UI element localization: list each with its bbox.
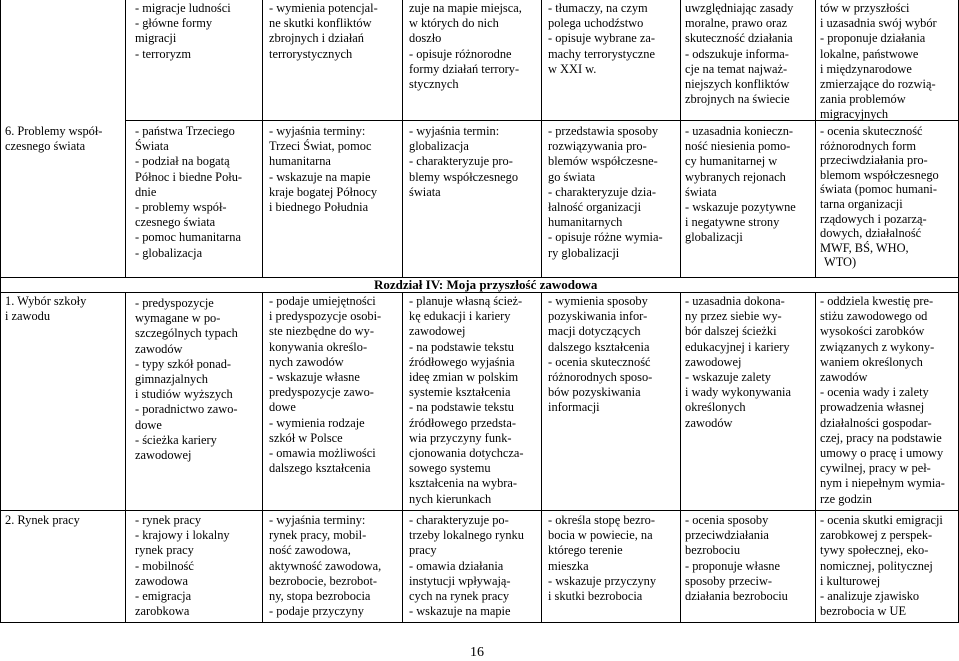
text-line: bezrobocie, bezrobot-: [269, 573, 378, 588]
text-line: działania bezrobociu: [685, 589, 788, 604]
text-line: - podaje przyczyny: [269, 604, 364, 619]
text-line: dalszego kształcenia: [548, 339, 650, 354]
text-line: - odszukuje informa-: [685, 46, 789, 61]
text-line: - wymienia potencjal-: [269, 1, 378, 15]
text-line: - omawia możliwości: [269, 446, 376, 461]
text-line: sposoby przeciw-: [685, 573, 773, 588]
text-line: wysokości zarobków: [820, 324, 925, 339]
table-border-bottom: [0, 622, 959, 623]
text-line: przeciwdziałania: [685, 528, 769, 543]
text-line: - ocenia skutki emigracji: [820, 513, 943, 527]
text-line: dowe: [135, 417, 162, 432]
text-line: i międzynarodowe: [820, 61, 912, 76]
row0-c3: [266, 1, 400, 62]
row2-c6: [682, 294, 814, 431]
text-line: doszło: [409, 31, 442, 46]
col-sep-1b: [125, 292, 126, 623]
text-line: - ocenia skuteczność: [548, 354, 651, 369]
text-line: pracy: [409, 543, 437, 558]
text-line: różnorodnych sposo-: [548, 370, 653, 385]
text-line: zania problemów: [820, 92, 906, 107]
text-line: blemów współczesne-: [548, 154, 658, 169]
text-line: nych zawodów: [269, 354, 344, 369]
text-line: cje na temat najważ-: [685, 61, 788, 76]
text-line: - uzasadnia dokona-: [685, 294, 785, 308]
text-line: - opisuje różne wymia-: [548, 230, 663, 245]
row0-c7: [817, 1, 958, 123]
text-line: - planuje własną ścież-: [409, 294, 523, 308]
text-line: - ocenia skuteczność: [820, 124, 923, 138]
text-line: - globalizacja: [135, 245, 203, 260]
text-line: - charakteryzuje pro-: [409, 154, 513, 169]
col-sep-4: [541, 0, 542, 277]
text-line: świata: [685, 184, 717, 199]
row1-topic: [2, 124, 124, 154]
text-line: - typy szkół ponad-: [135, 356, 232, 371]
text-line: - charakteryzuje po-: [409, 513, 509, 527]
text-line: wybranych rejonach: [685, 169, 786, 184]
text-line: instytucji wpływają-: [409, 573, 511, 588]
text-line: działalności gospodar-: [820, 415, 932, 430]
text-line: 6. Problemy współ-: [5, 124, 103, 138]
text-line: migracji: [135, 31, 177, 46]
text-line: różnorodnych form: [820, 138, 916, 153]
text-line: informacji: [548, 400, 600, 415]
text-line: - wymienia rodzaje: [269, 415, 365, 430]
text-line: waniem określonych: [820, 354, 923, 369]
text-line: przeciwdziałania pro-: [820, 153, 928, 168]
text-line: zmierzające do rozwią-: [820, 77, 936, 92]
text-line: i zawodu: [5, 309, 51, 324]
text-line: Trzeci Świat, pomoc: [269, 139, 372, 154]
text-line: - charakteryzuje dzia-: [548, 184, 657, 199]
text-line: 1. Wybór szkoły: [5, 294, 87, 308]
row3-c6: [682, 513, 814, 604]
text-line: świata (pomoc humani-: [820, 182, 937, 197]
text-line: - wskazuje przyczyny: [548, 573, 657, 588]
text-line: - wskazuje zalety: [685, 370, 772, 385]
text-line: - rynek pracy: [135, 513, 202, 527]
text-line: stycznych: [409, 77, 459, 92]
text-line: i biednego Południa: [269, 200, 369, 215]
row2-topic: [2, 294, 124, 324]
text-line: prowadzenia własnej: [820, 400, 925, 415]
text-line: i skutki bezrobocia: [548, 589, 643, 604]
text-line: cjonowania dotychcza-: [409, 446, 524, 461]
row2-c7: [817, 294, 958, 507]
text-line: moralne, prawo oraz: [685, 16, 788, 31]
text-line: źródłowego przedsta-: [409, 415, 516, 430]
row0-c5: [545, 1, 679, 77]
text-line: - omawia działania: [409, 558, 504, 573]
text-line: - proponuje działania: [820, 31, 926, 46]
text-line: niejszych konfliktów: [685, 77, 790, 92]
text-line: Świata: [135, 139, 169, 154]
text-line: - predyspozycje: [135, 296, 214, 310]
text-line: dalszego kształcenia: [269, 461, 371, 476]
col-sep-6: [815, 0, 816, 277]
text-line: rze godzin: [820, 491, 872, 506]
text-line: globalizacji: [685, 230, 743, 245]
col-sep-4b: [541, 292, 542, 623]
text-line: związanych z wykony-: [820, 339, 935, 354]
text-line: trzeby lokalnego rynku: [409, 528, 524, 543]
col-sep-1: [125, 0, 126, 277]
row1-c4: [406, 124, 540, 200]
text-line: - opisuje wybrane za-: [548, 31, 655, 46]
text-line: rozwiązywania pro-: [548, 139, 647, 154]
text-line: aktywność zawodowa,: [269, 558, 382, 573]
row1-c5: [545, 124, 679, 261]
text-line: Północ i biedne Połu-: [135, 169, 243, 184]
row1-c6: [682, 124, 814, 246]
text-line: 2. Rynek pracy: [5, 513, 80, 527]
text-line: ny przez siebie wy-: [685, 309, 782, 324]
text-line: machy terrorystyczne: [548, 46, 655, 61]
text-line: kształcenia na wybra-: [409, 476, 518, 491]
text-line: - określa stopę bezro-: [548, 513, 655, 527]
row1-content: [132, 124, 260, 261]
text-line: i predyspozycje osobi-: [269, 309, 382, 324]
row-sep-3: [0, 510, 959, 511]
text-line: terrorystycznych: [269, 46, 353, 61]
text-line: MWF, BŚ, WHO,: [820, 240, 909, 255]
row2-c5: [545, 294, 679, 416]
text-line: - analizuje zjawisko: [820, 589, 920, 604]
text-line: zawodów: [135, 341, 183, 356]
text-line: zarobkowa: [135, 604, 190, 619]
row2-c3: [266, 294, 400, 476]
text-line: - wskazuje na mapie: [409, 604, 511, 619]
text-line: - wskazuje na mapie: [269, 169, 371, 184]
text-line: - wyjaśnia terminy:: [269, 513, 366, 527]
row3-c3: [266, 513, 400, 619]
text-line: umowy o pracę i umowy: [820, 446, 944, 461]
text-line: polega uchodźstwo: [548, 16, 644, 31]
text-line: - migracje ludności: [135, 1, 231, 15]
text-line: - pomoc humanitarna: [135, 230, 241, 245]
text-line: macji dotyczących: [548, 324, 641, 339]
text-line: nomicznej, politycznej: [820, 558, 933, 573]
text-line: szczególnych typach: [135, 326, 238, 341]
text-line: sowego systemu: [409, 461, 491, 476]
text-line: cy humanitarnej w: [685, 154, 778, 169]
text-line: - wyjaśnia termin:: [409, 124, 500, 138]
text-line: w XXI w.: [548, 61, 597, 76]
text-line: - opisuje różnorodne: [409, 46, 512, 61]
text-line: i studiów wyższych: [135, 387, 233, 402]
text-line: rynek pracy: [135, 543, 194, 558]
text-line: gimnazjalnych: [135, 372, 208, 387]
text-line: - wskazuje pozytywne: [685, 200, 796, 215]
row2-content: [132, 296, 260, 463]
text-line: ność niesienia pomo-: [685, 139, 791, 154]
text-line: - ścieżka kariery: [135, 432, 217, 447]
table-border-left: [0, 0, 1, 623]
text-line: konywania określo-: [269, 339, 368, 354]
text-line: migracyjnych: [820, 107, 889, 122]
row0-c6: [682, 1, 814, 107]
text-line: cych na rynek pracy: [409, 589, 510, 604]
text-line: kraje bogatej Północy: [269, 184, 378, 199]
text-line: humanitarnych: [548, 215, 623, 230]
text-line: edukacyjnej i kariery: [685, 339, 790, 354]
text-line: - mobilność: [135, 558, 194, 573]
text-line: zarobkowej z perspek-: [820, 528, 933, 543]
text-line: predyspozycje zawo-: [269, 385, 374, 400]
text-line: - krajowy i lokalny: [135, 528, 230, 543]
text-line: zawodowa: [135, 573, 188, 588]
text-line: rządowych i pozarzą-: [820, 211, 927, 226]
text-line: dowe: [269, 400, 296, 415]
text-line: ne skutki konfliktów: [269, 16, 372, 31]
row1-c3: [266, 124, 400, 215]
text-line: - na podstawie tekstu: [409, 339, 514, 354]
text-line: i kulturowej: [820, 573, 881, 588]
text-line: - podaje umiejętności: [269, 294, 376, 308]
text-line: - proponuje własne: [685, 558, 780, 573]
text-line: humanitarna: [269, 154, 331, 169]
section-rule-bottom: [0, 292, 959, 293]
col-sep-5: [680, 0, 681, 277]
text-line: blemom współczesnego: [820, 167, 939, 182]
text-line: bezrobocia w UE: [820, 604, 907, 619]
text-line: blemy współczesnego: [409, 169, 519, 184]
text-line: tarna organizacji: [820, 196, 903, 211]
text-line: zawodów: [820, 370, 868, 385]
text-line: formy działań terrory-: [409, 61, 520, 76]
col-sep-5b: [680, 292, 681, 623]
text-line: - poradnictwo zawo-: [135, 402, 238, 417]
text-line: zuje na mapie miejsca,: [409, 1, 522, 15]
text-line: źródłowego wyjaśnia: [409, 354, 515, 369]
text-line: zawodowej: [135, 448, 192, 463]
text-line: mieszka: [548, 558, 589, 573]
text-line: czesnego świata: [5, 139, 86, 154]
col-sep-3b: [402, 292, 403, 623]
text-line: czesnego świata: [135, 215, 216, 230]
text-line: rynek pracy, mobil-: [269, 528, 367, 543]
text-line: nym i niepełnym wymia-: [820, 476, 945, 491]
text-line: czej, pracy na podstawie: [820, 430, 942, 445]
text-line: - przedstawia sposoby: [548, 124, 659, 138]
text-line: łalność organizacji: [548, 200, 642, 215]
text-line: - emigracja: [135, 589, 192, 604]
text-line: - ocenia sposoby: [685, 513, 769, 527]
text-line: ste niezbędne do wy-: [269, 324, 374, 339]
text-line: - oddziela kwestię pre-: [820, 294, 934, 308]
text-line: bów pozyskiwania: [548, 385, 641, 400]
text-line: uwzględniając zasady: [685, 1, 794, 15]
col-sep-6b: [815, 292, 816, 623]
text-line: określonych: [685, 400, 746, 415]
text-line: skuteczność działania: [685, 31, 793, 46]
text-line: - problemy współ-: [135, 200, 227, 215]
text-line: i negatywne strony: [685, 215, 780, 230]
text-line: cywilnej, pracy w peł-: [820, 461, 931, 476]
text-line: ry globalizacji: [548, 245, 620, 260]
col-sep-2b: [262, 292, 263, 623]
text-line: - ocenia wady i zalety: [820, 385, 929, 400]
text-line: zbrojnych na świecie: [685, 92, 790, 107]
text-line: go świata: [548, 169, 596, 184]
section-heading: Rozdział IV: Moja przyszłość zawodowa: [374, 277, 598, 292]
col-sep-2: [262, 0, 263, 277]
row1-c7: [817, 124, 958, 270]
col-sep-3: [402, 0, 403, 277]
text-line: wymagane w po-: [135, 311, 221, 326]
text-line: WTO): [824, 255, 857, 270]
text-line: tów w przyszłości: [820, 1, 910, 15]
text-line: - podział na bogatą: [135, 154, 230, 169]
text-line: w których do nich: [409, 16, 499, 31]
text-line: bezrobociu: [685, 543, 741, 558]
text-line: świata: [409, 184, 441, 199]
text-line: lokalne, państwowe: [820, 46, 919, 61]
row0-c4: [406, 1, 540, 92]
text-line: - terroryzm: [135, 46, 192, 61]
page-number: 16: [470, 645, 484, 660]
text-line: i wady wykonywania: [685, 385, 791, 400]
text-line: - na podstawie tekstu: [409, 400, 514, 415]
text-line: ideę zmian w polskim: [409, 370, 519, 385]
row3-c7: [817, 513, 958, 619]
text-line: zawodowej: [685, 354, 742, 369]
text-line: bocia w powiecie, na: [548, 528, 653, 543]
text-line: i uzasadnia swój wybór: [820, 16, 937, 31]
text-line: - wskazuje własne: [269, 370, 360, 385]
row3-c5: [545, 513, 679, 604]
row2-c4: [406, 294, 540, 507]
text-line: - uzasadnia konieczn-: [685, 124, 794, 138]
text-line: - główne formy: [135, 16, 213, 31]
text-line: tywy społecznej, eko-: [820, 543, 929, 558]
text-line: ny, stopa bezrobocia: [269, 589, 371, 604]
text-line: zawodów: [685, 415, 733, 430]
row3-content: [132, 513, 260, 619]
text-line: - wymienia sposoby: [548, 294, 648, 308]
text-line: wia przyczyny funk-: [409, 430, 512, 445]
text-line: kę edukacji i kariery: [409, 309, 511, 324]
text-line: pozyskiwania infor-: [548, 309, 648, 324]
text-line: nych kierunkach: [409, 491, 492, 506]
text-line: stiżu zawodowego od: [820, 309, 928, 324]
row3-c4: [406, 513, 540, 619]
text-line: bór dalszej ścieżki: [685, 324, 777, 339]
text-line: globalizacja: [409, 139, 469, 154]
text-line: dowych, działalność: [820, 226, 922, 241]
text-line: dnie: [135, 184, 157, 199]
text-line: którego terenie: [548, 543, 623, 558]
text-line: zbrojnych i działań: [269, 31, 364, 46]
row0-content: [132, 1, 260, 62]
text-line: zawodowej: [409, 324, 466, 339]
text-line: - wyjaśnia terminy:: [269, 124, 366, 138]
text-line: ność zawodowa,: [269, 543, 351, 558]
text-line: - państwa Trzeciego: [135, 124, 235, 138]
row3-topic: [2, 513, 124, 528]
text-line: systemie kształcenia: [409, 385, 511, 400]
text-line: - tłumaczy, na czym: [548, 1, 648, 15]
text-line: szkół w Polsce: [269, 430, 343, 445]
